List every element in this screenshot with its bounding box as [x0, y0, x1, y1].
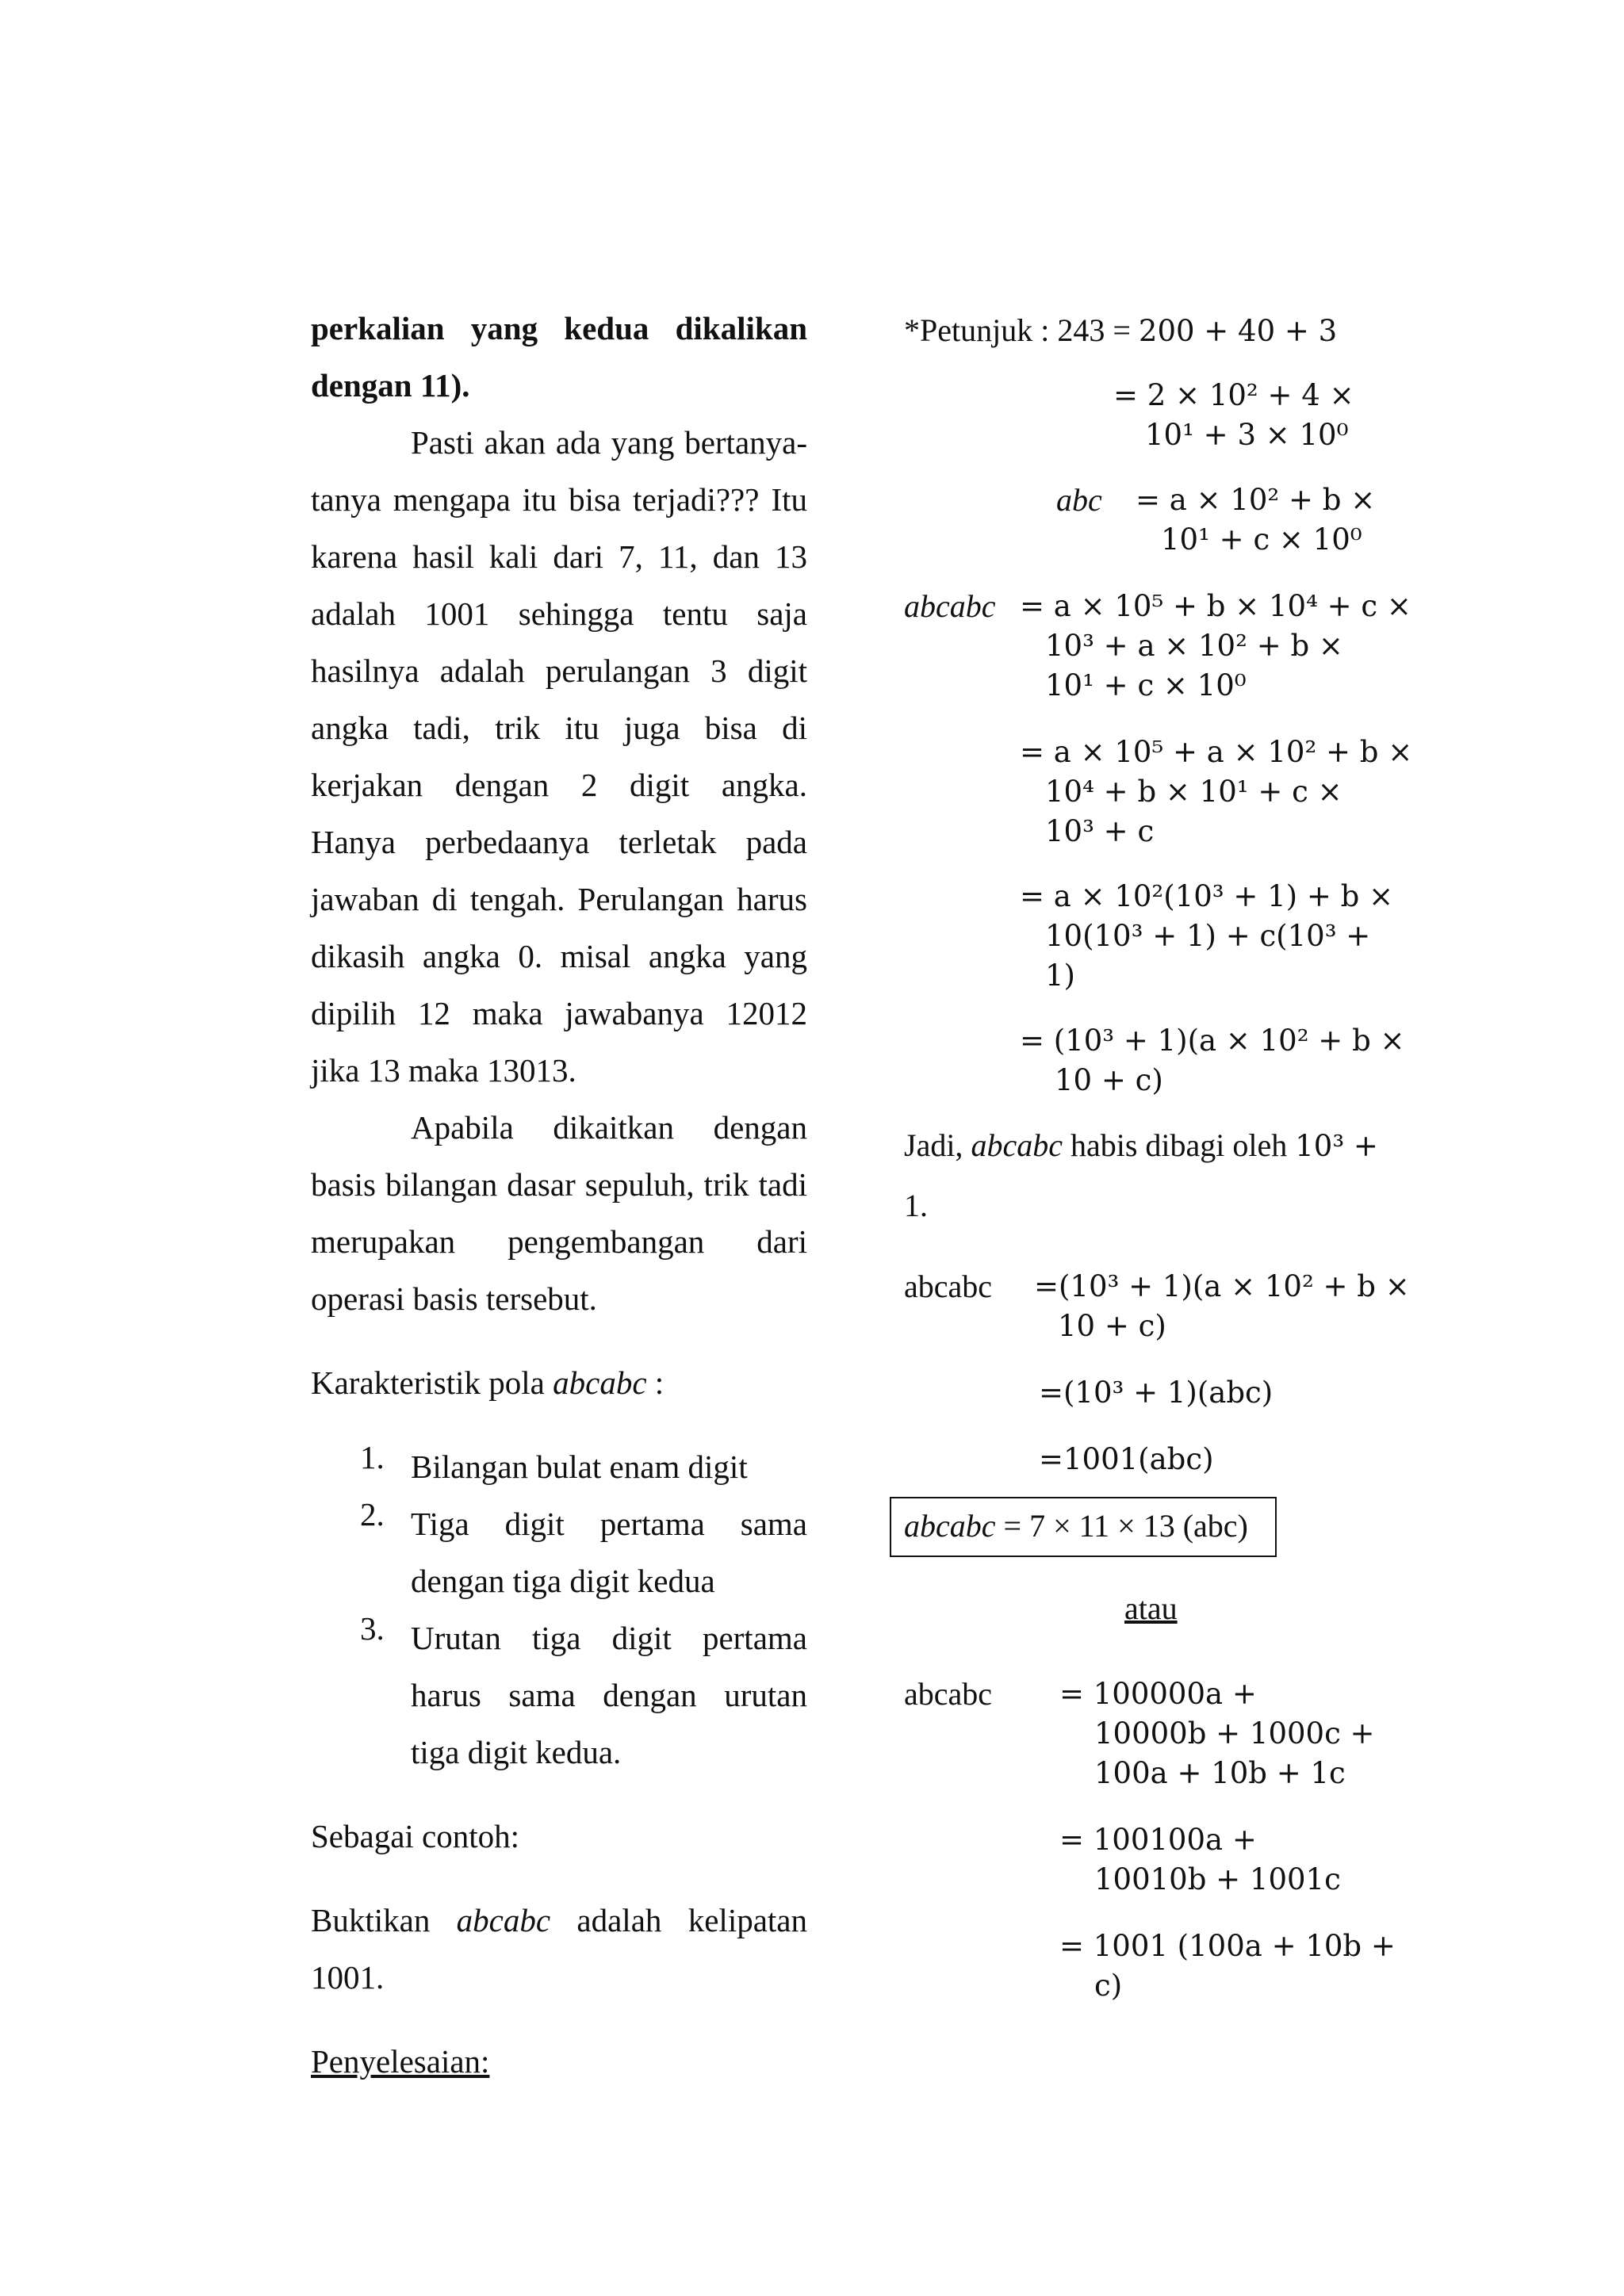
pattern-text: abcabc: [456, 1902, 551, 1938]
math-expression: 200 + 40 + 3: [1138, 314, 1338, 348]
math-expression: = a × 10⁵ + a × 10² + b ×: [1020, 735, 1413, 769]
boxed-text: = 7 × 11 × 13 (abc): [995, 1508, 1248, 1544]
alternative-label: atau: [1124, 1590, 1178, 1626]
text-line: adalah 1001 sehingga tentu saja: [311, 595, 807, 632]
math-expression: 10⁴ + b × 10¹ + c ×: [1045, 775, 1342, 809]
text-line: Pasti akan ada yang bertanya-: [411, 424, 807, 461]
math-expression: 10010b + 1001c: [1094, 1862, 1341, 1896]
math-expression: 10000b + 1000c +: [1094, 1716, 1375, 1751]
text-line: tanya mengapa itu bisa terjadi??? Itu: [311, 481, 807, 518]
text-line: perkalian yang kedua dikalikan: [311, 310, 807, 346]
text-line: merupakan pengembangan dari: [311, 1223, 807, 1260]
pattern-text: abcabc: [553, 1364, 647, 1401]
abcabc-label: abcabc: [904, 588, 996, 624]
math-expression: =(10³ + 1)(a × 10² + b ×: [1034, 1269, 1410, 1303]
list-text: dengan tiga digit kedua: [411, 1563, 715, 1599]
math-expression: 10³ + a × 10² + b ×: [1045, 629, 1343, 663]
list-text: harus sama dengan urutan: [411, 1677, 807, 1713]
conclusion-text: habis dibagi oleh: [1062, 1127, 1296, 1163]
heading-colon: :: [646, 1364, 665, 1401]
boxed-text: [904, 1506, 1248, 1546]
math-expression: = 100100a +: [1059, 1823, 1257, 1857]
list-number: 3.: [360, 1610, 385, 1647]
abc-label: abc: [1056, 482, 1102, 518]
pattern-text: abcabc: [971, 1127, 1063, 1163]
abcabc-label: abcabc: [904, 1676, 993, 1712]
text-line: Apabila dikaitkan dengan: [411, 1109, 807, 1146]
math-expression: 10³ +: [1295, 1129, 1378, 1163]
list-number: 2.: [360, 1496, 385, 1533]
text-line: hasilnya adalah perulangan 3 digit: [311, 652, 807, 689]
text-line: karena hasil kali dari 7, 11, dan 13: [311, 538, 807, 575]
math-expression: = 2 × 10² + 4 ×: [1113, 378, 1354, 412]
math-expression: 10¹ + c × 10⁰: [1161, 522, 1362, 557]
list-text: Urutan tiga digit pertama: [411, 1620, 807, 1656]
list-text: Bilangan bulat enam digit: [411, 1448, 748, 1485]
left-column: [311, 300, 807, 2090]
math-expression: = 1001 (100a + 10b +: [1059, 1929, 1396, 1963]
text-line: jika 13 maka 13013.: [311, 1052, 576, 1089]
text-line: dikasih angka 0. misal angka yang: [311, 938, 807, 974]
math-expression: = (10³ + 1)(a × 10² + b ×: [1020, 1024, 1405, 1058]
math-expression: c): [1094, 1969, 1123, 2003]
conclusion-text: Jadi,: [904, 1127, 971, 1163]
conclusion-text: 1.: [904, 1188, 928, 1223]
math-expression: 10 + c): [1058, 1309, 1166, 1343]
pattern-text: abcabc: [904, 1508, 996, 1544]
proof-text: adalah kelipatan: [550, 1902, 807, 1938]
text-line: Hanya perbedaanya terletak pada: [311, 824, 807, 860]
characteristic-heading: [311, 1354, 807, 1411]
list-item: [311, 1609, 807, 1781]
list-item: [311, 1438, 807, 1495]
example-label: Sebagai contoh:: [311, 1818, 520, 1854]
text-line: basis bilangan dasar sepuluh, trik tadi: [311, 1166, 807, 1203]
heading-text: Karakteristik pola: [311, 1364, 553, 1401]
text-line: dengan 11).: [311, 367, 470, 404]
math-expression: 100a + 10b + 1c: [1094, 1756, 1346, 1790]
text-line: 1001.: [311, 1959, 385, 1996]
text-line: dipilih 12 maka jawabanya 12012: [311, 995, 807, 1031]
characteristic-list: [311, 1438, 807, 1781]
math-expression: =1001(abc): [1039, 1442, 1214, 1476]
math-expression: 10 + c): [1055, 1063, 1163, 1097]
math-expression: 10¹ + 3 × 10⁰: [1145, 418, 1349, 452]
text-line: kerjakan dengan 2 digit angka.: [311, 767, 807, 803]
hint-label: *Petunjuk : 243 =: [904, 312, 1139, 348]
abcabc-label: abcabc: [904, 1269, 993, 1304]
math-expression: 10³ + c: [1045, 814, 1155, 848]
proof-text: Buktikan: [311, 1902, 457, 1938]
list-number: 1.: [360, 1439, 385, 1475]
list-text: tiga digit kedua.: [411, 1734, 622, 1770]
text-line: operasi basis tersebut.: [311, 1280, 597, 1317]
math-expression: =(10³ + 1)(abc): [1039, 1376, 1274, 1410]
math-expression: 1): [1045, 959, 1075, 993]
math-expression: = a × 10²(10³ + 1) + b ×: [1020, 879, 1394, 913]
math-expression: = 100000a +: [1059, 1677, 1257, 1711]
boxed-result: [890, 1497, 1277, 1557]
solution-label: Penyelesaian:: [311, 2043, 490, 2080]
text-line: angka tadi, trik itu juga bisa di: [311, 710, 807, 746]
text-line: jawaban di tengah. Perulangan harus: [311, 881, 807, 917]
list-text: Tiga digit pertama sama: [411, 1506, 807, 1542]
proof-statement: [311, 1892, 807, 1949]
hint-line: [904, 311, 1337, 351]
math-expression: = a × 10⁵ + b × 10⁴ + c ×: [1020, 589, 1411, 623]
math-expression: 10¹ + c × 10⁰: [1045, 668, 1247, 702]
math-expression: = a × 10² + b ×: [1136, 483, 1376, 517]
conclusion-line: [904, 1126, 1411, 1166]
math-expression: 10(10³ + 1) + c(10³ +: [1045, 919, 1371, 953]
list-item: [311, 1495, 807, 1609]
